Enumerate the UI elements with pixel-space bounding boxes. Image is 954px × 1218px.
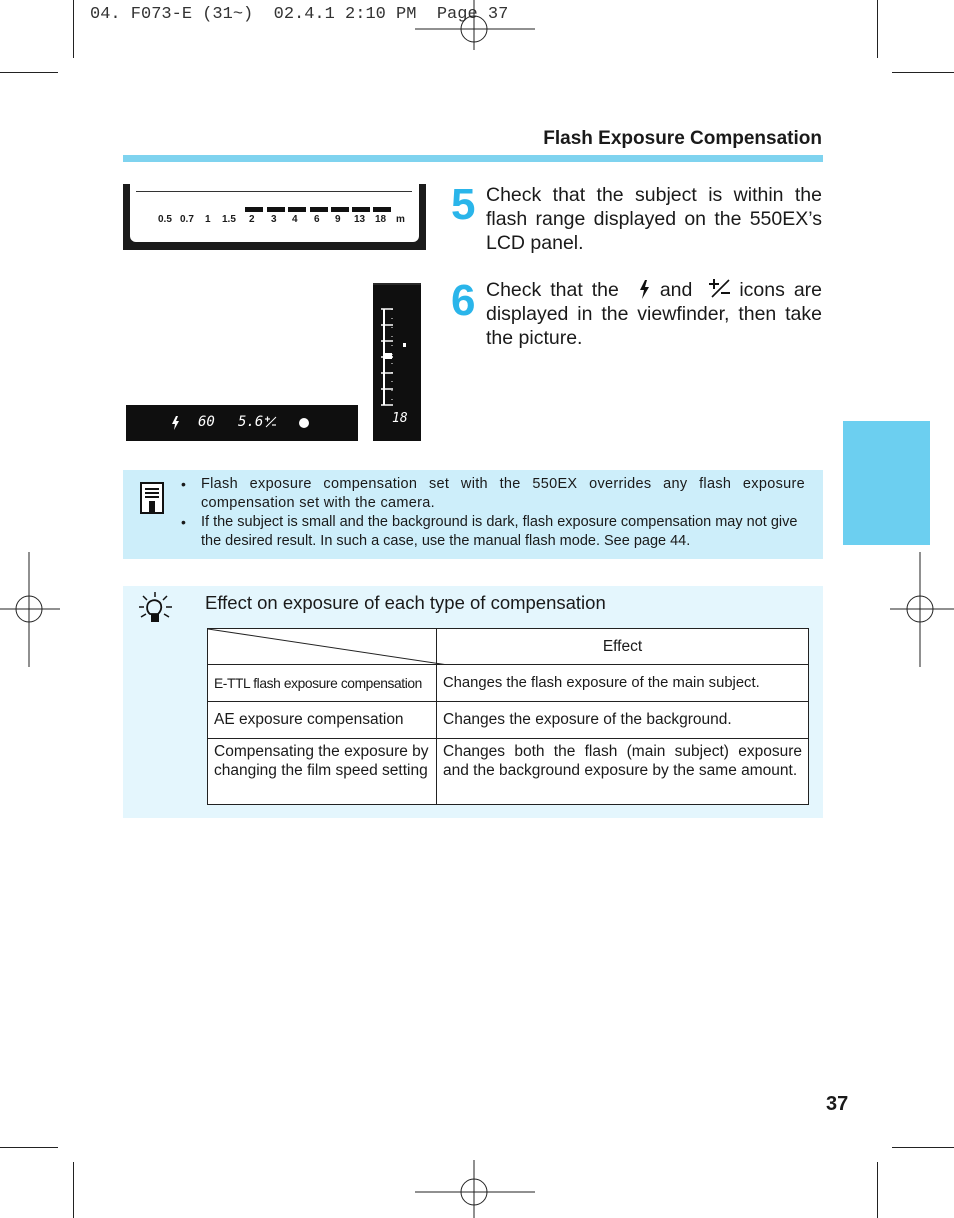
type-cell: E-TTL flash exposure compensation: [208, 665, 437, 702]
effect-cell: Changes the flash exposure of the main subject.: [437, 665, 809, 702]
exposure-compensation-icon: [709, 278, 731, 298]
note-1: Flash exposure compensation set with the 550EX overrides any flash exposure compensation set with the camera.: [201, 476, 805, 511]
step-5-text: Check that the subject is within the flash range displayed on the 550EX’s LCD panel.: [486, 184, 822, 254]
step-6-text: [486, 278, 822, 350]
range-bar: [267, 207, 285, 212]
step-6-text-before: Check that the: [486, 279, 619, 301]
lightbulb-icon: [138, 592, 174, 626]
viewfinder-info-bar: [126, 405, 358, 441]
lcd-divider: [136, 191, 412, 192]
table-row: [208, 665, 809, 702]
exposure-count: 18: [392, 411, 408, 426]
tip-box: [123, 586, 823, 818]
step-number-6: 6: [451, 276, 476, 325]
range-bar: [288, 207, 306, 212]
scale-label: 9: [335, 214, 341, 225]
section-title: Flash Exposure Compensation: [543, 128, 822, 149]
viewfinder-exposure-scale: [373, 283, 421, 441]
focus-confirmation-icon: [299, 418, 309, 428]
scale-label: 3: [271, 214, 277, 225]
type-cell: AE exposure compensation: [208, 702, 437, 739]
title-rule: [123, 155, 823, 162]
scale-label: m: [396, 214, 405, 225]
step-number-5: 5: [451, 180, 476, 229]
exposure-compensation-icon: [265, 416, 277, 428]
print-header: 04. F073-E (31~) 02.4.1 2:10 PM Page 37: [90, 5, 509, 24]
scale-label: 18: [375, 214, 387, 225]
range-bar: [373, 207, 391, 212]
scale-label: 0.7: [180, 214, 194, 225]
scale-label: 1: [205, 214, 211, 225]
page-number: 37: [826, 1093, 849, 1115]
aperture-value: 5.6: [238, 414, 264, 430]
step-6-text-middle: and: [659, 279, 693, 301]
diagonal-line: [208, 629, 448, 665]
table-row: [208, 702, 809, 739]
shutter-speed: 60: [198, 414, 215, 430]
scale-label: 6: [314, 214, 320, 225]
registration-mark-right: [890, 552, 954, 667]
scale-label: 0.5: [158, 214, 172, 225]
flash-icon: [171, 416, 180, 430]
bullet: •: [181, 514, 186, 530]
range-bar: [352, 207, 370, 212]
header-diagonal-cell: [208, 629, 437, 665]
range-bar: [245, 207, 263, 212]
scale-label: 4: [292, 214, 298, 225]
effect-cell: Changes both the flash (main subject) exposure and the background exposure by the same amount.: [437, 739, 809, 805]
note-icon: [140, 482, 164, 514]
registration-mark-left: [0, 552, 60, 667]
bullet: •: [181, 476, 186, 492]
registration-mark-bottom: [415, 1160, 535, 1218]
type-cell: Compensating the exposure by changing the film speed setting: [208, 739, 437, 805]
note-2: If the subject is small and the background is dark, flash exposure compensation may not give the desired result. In such a case, use the manual flash mode. See page 44.: [201, 514, 798, 549]
range-bar: [331, 207, 349, 212]
registration-mark-top: [415, 0, 535, 50]
effect-cell: Changes the exposure of the background.: [437, 702, 809, 739]
side-tab: [843, 421, 930, 545]
range-bar: [310, 207, 328, 212]
note-box: [123, 470, 823, 559]
table-header-row: [208, 629, 809, 665]
table-row: [208, 739, 809, 805]
scale-label: 1.5: [222, 214, 236, 225]
scale-label: 13: [354, 214, 366, 225]
tip-title: Effect on exposure of each type of compensation: [205, 592, 606, 613]
effect-header: Effect: [437, 629, 809, 665]
step-6-text-after: icons are displayed in the viewfinder, then take the picture.: [486, 279, 822, 349]
lcd-panel-illustration: [123, 184, 426, 250]
flash-icon: [638, 280, 650, 299]
scale-label: 2: [249, 214, 255, 225]
effect-table: [207, 628, 809, 805]
